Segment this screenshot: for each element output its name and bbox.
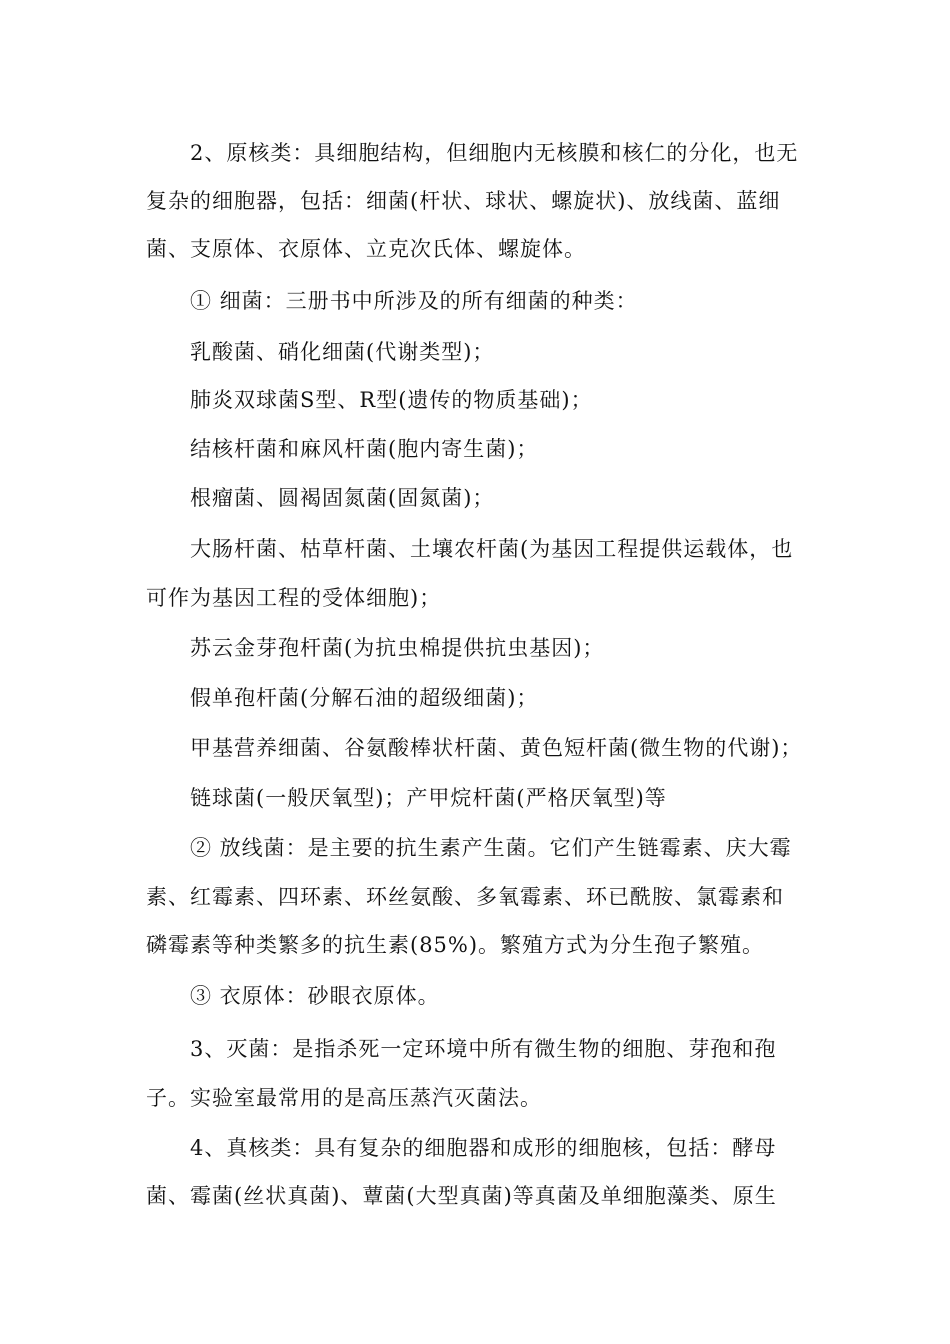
text-line: 子。实验室最常用的是高压蒸汽灭菌法。	[146, 1086, 542, 1110]
text-line: 肺炎双球菌S型、R型(遗传的物质基础)；	[190, 388, 593, 412]
text-line: 苏云金芽孢杆菌(为抗虫棉提供抗虫基因)；	[190, 636, 605, 660]
text-line: 素、红霉素、四环素、环丝氨酸、多氧霉素、环已酰胺、氯霉素和	[146, 885, 784, 909]
text-line: ② 放线菌：是主要的抗生素产生菌。它们产生链霉素、庆大霉	[190, 836, 792, 860]
text-line: 可作为基因工程的受体细胞)；	[146, 586, 442, 610]
text-line: 菌、支原体、衣原体、立克次氏体、螺旋体。	[146, 237, 586, 261]
text-line: 链球菌(一般厌氧型)；产甲烷杆菌(严格厌氧型)等	[190, 786, 667, 810]
text-line: 磷霉素等种类繁多的抗生素(85%)。繁殖方式为分生孢子繁殖。	[146, 933, 765, 957]
text-line: ① 细菌：三册书中所涉及的所有细菌的种类：	[190, 289, 638, 313]
text-line: 乳酸菌、硝化细菌(代谢类型)；	[190, 340, 495, 364]
text-line: 复杂的细胞器，包括：细菌(杆状、球状、螺旋状)、放线菌、蓝细	[146, 189, 781, 213]
text-line: 3、灭菌：是指杀死一定环境中所有微生物的细胞、芽孢和孢	[190, 1037, 777, 1061]
text-line: ③ 衣原体：砂眼衣原体。	[190, 984, 440, 1008]
text-line: 2、原核类：具细胞结构，但细胞内无核膜和核仁的分化，也无	[190, 141, 799, 165]
text-line: 假单孢杆菌(分解石油的超级细菌)；	[190, 686, 539, 710]
text-line: 结核杆菌和麻风杆菌(胞内寄生菌)；	[190, 437, 539, 461]
text-line: 甲基营养细菌、谷氨酸棒状杆菌、黄色短杆菌(微生物的代谢)；	[190, 736, 803, 760]
text-line: 大肠杆菌、枯草杆菌、土壤农杆菌(为基因工程提供运载体，也	[190, 537, 794, 561]
text-line: 4、真核类：具有复杂的细胞器和成形的细胞核，包括：酵母	[190, 1136, 777, 1160]
text-line: 根瘤菌、圆褐固氮菌(固氮菌)；	[190, 486, 495, 510]
text-line: 菌、霉菌(丝状真菌)、蕈菌(大型真菌)等真菌及单细胞藻类、原生	[146, 1184, 777, 1208]
